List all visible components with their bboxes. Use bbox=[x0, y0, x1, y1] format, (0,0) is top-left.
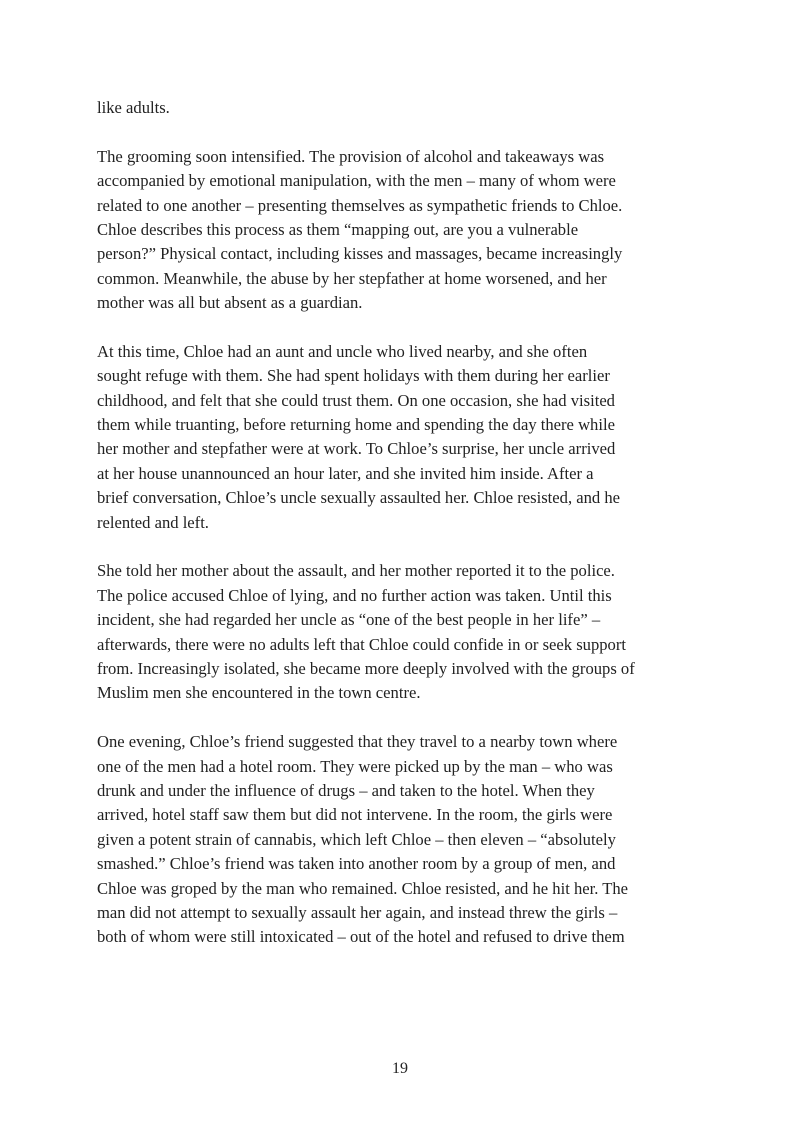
text-line: Muslim men she encountered in the town centre. bbox=[97, 683, 421, 703]
text-line: The grooming soon intensified. The provision of alcohol and takeaways was bbox=[97, 146, 605, 166]
text-line: one of the men had a hotel room. They were picked up by the man – who was bbox=[97, 756, 613, 776]
text-line: mother was all but absent as a guardian. bbox=[97, 293, 363, 313]
text-line: arrived, hotel staff saw them but did not intervene. In the room, the girls were bbox=[97, 805, 613, 825]
text-line: both of whom were still intoxicated – out of the hotel and refused to drive them bbox=[97, 927, 625, 947]
page-number: 19 bbox=[392, 1060, 408, 1077]
paragraph-gap bbox=[97, 535, 697, 559]
text-line: Chloe was groped by the man who remained. Chloe resisted, and he hit her. The bbox=[97, 878, 629, 898]
text-line: brief conversation, Chloe’s uncle sexually assaulted her. Chloe resisted, and he bbox=[97, 488, 621, 508]
text-line: person?” Physical contact, including kisses and massages, became increasingly bbox=[97, 244, 623, 264]
text-line: like adults. bbox=[97, 98, 170, 117]
text-line: accompanied by emotional manipulation, with the men – many of whom were bbox=[97, 171, 616, 191]
text-line: incident, she had regarded her uncle as “one of the best people in her life” – bbox=[97, 610, 601, 630]
paragraph-gap bbox=[97, 316, 697, 340]
paragraph bbox=[97, 145, 697, 316]
text-line: At this time, Chloe had an aunt and uncle who lived nearby, and she often bbox=[97, 341, 588, 361]
text-line: One evening, Chloe’s friend suggested that they travel to a nearby town where bbox=[97, 732, 618, 752]
text-line: related to one another – presenting themselves as sympathetic friends to Chloe. bbox=[97, 195, 623, 215]
paragraph bbox=[97, 96, 697, 120]
text-line: Chloe describes this process as them “mapping out, are you a vulnerable bbox=[97, 219, 579, 239]
body-text bbox=[97, 96, 697, 950]
paragraph bbox=[97, 559, 697, 705]
paragraph bbox=[97, 340, 697, 535]
text-line: sought refuge with them. She had spent holidays with them during her earlier bbox=[97, 366, 610, 386]
text-line: drunk and under the influence of drugs – and taken to the hotel. When they bbox=[97, 780, 595, 800]
text-line: man did not attempt to sexually assault her again, and instead threw the girls – bbox=[97, 902, 618, 922]
text-line: common. Meanwhile, the abuse by her stepfather at home worsened, and her bbox=[97, 268, 607, 288]
text-line: given a potent strain of cannabis, which left Chloe – then eleven – “absolutely bbox=[97, 829, 616, 849]
text-line: from. Increasingly isolated, she became more deeply involved with the groups of bbox=[97, 658, 635, 678]
text-line: She told her mother about the assault, and her mother reported it to the police. bbox=[97, 561, 615, 581]
text-line: relented and left. bbox=[97, 512, 209, 532]
text-line: smashed.” Chloe’s friend was taken into another room by a group of men, and bbox=[97, 854, 616, 874]
text-line: her mother and stepfather were at work. To Chloe’s surprise, her uncle arrived bbox=[97, 439, 616, 459]
text-line: childhood, and felt that she could trust them. On one occasion, she had visited bbox=[97, 390, 615, 410]
paragraph bbox=[97, 730, 697, 950]
text-line: The police accused Chloe of lying, and no further action was taken. Until this bbox=[97, 585, 612, 605]
paragraph-gap bbox=[97, 706, 697, 730]
text-line: them while truanting, before returning home and spending the day there while bbox=[97, 415, 615, 435]
paragraph-gap bbox=[97, 120, 697, 144]
text-line: at her house unannounced an hour later, and she invited him inside. After a bbox=[97, 463, 594, 483]
text-line: afterwards, there were no adults left that Chloe could confide in or seek support bbox=[97, 634, 626, 654]
